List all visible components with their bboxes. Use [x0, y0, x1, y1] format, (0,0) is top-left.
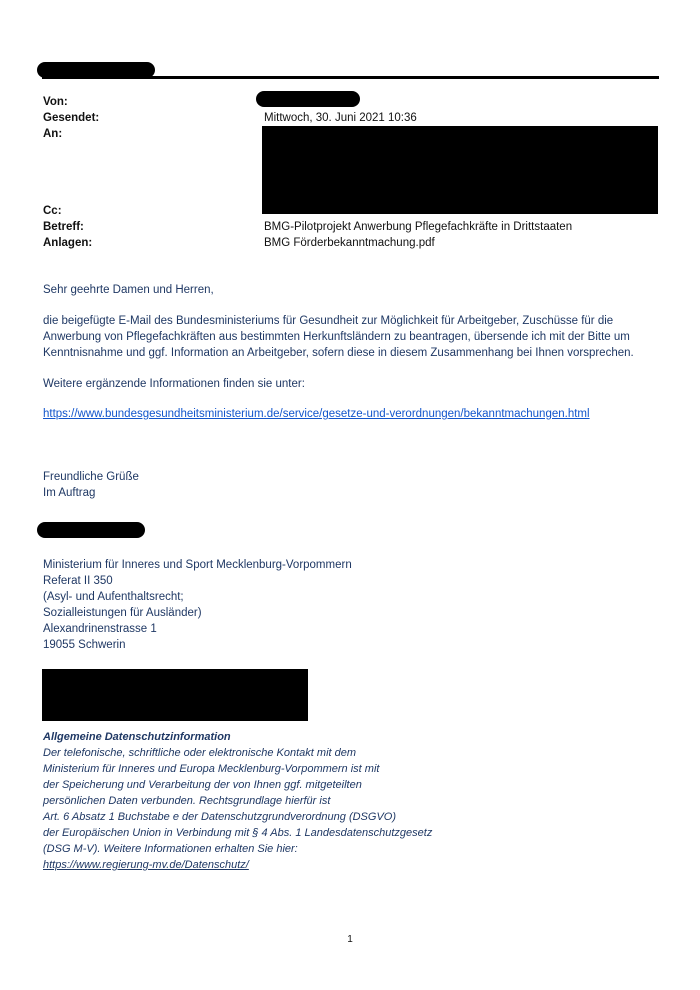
signature-line: (Asyl- und Aufenthaltsrecht; [43, 591, 184, 603]
privacy-line: Ministerium für Inneres und Europa Mecklenburg-Vorpommern ist mit [43, 763, 380, 775]
signature-line: 19055 Schwerin [43, 639, 126, 651]
signature-line: Sozialleistungen für Ausländer) [43, 607, 202, 619]
body-paragraph-line: Kenntnisnahme und ggf. Information an Arbeitgeber, sofern diese in diesem Zusammenhang bei Ihnen vorsprechen. [43, 347, 634, 359]
redacted-signer-name [37, 522, 145, 538]
signature-line: Referat II 350 [43, 575, 113, 587]
attachment-file[interactable]: BMG Förderbekanntmachung.pdf [264, 237, 435, 249]
privacy-line: der Speicherung und Verarbeitung der von Ihnen ggf. mitgeteilten [43, 779, 362, 791]
to-label: An: [43, 128, 63, 140]
signature-line: Ministerium für Inneres und Sport Mecklenburg-Vorpommern [43, 559, 352, 571]
bmg-link[interactable]: https://www.bundesgesundheitsministerium.de/service/gesetze-und-verordnungen/bekanntmachungen.html [43, 408, 590, 420]
greeting: Sehr geehrte Damen und Herren, [43, 284, 214, 296]
more-info-text: Weitere ergänzende Informationen finden sie unter: [43, 378, 305, 390]
redacted-from-value [256, 91, 360, 107]
body-paragraph-line: die beigefügte E-Mail des Bundesministeriums für Gesundheit zur Möglichkeit für Arbeitgeber, Zuschüsse für die [43, 315, 614, 327]
page-number: 1 [347, 934, 353, 945]
privacy-line: Der telefonische, schriftliche oder elektronische Kontakt mit dem [43, 747, 357, 759]
subject-label: Betreff: [43, 221, 84, 233]
privacy-link[interactable]: https://www.regierung-mv.de/Datenschutz/ [43, 859, 249, 871]
from-label: Von: [43, 96, 68, 108]
closing-regards: Freundliche Grüße [43, 471, 139, 483]
privacy-title: Allgemeine Datenschutzinformation [43, 731, 231, 743]
redacted-to-value [262, 126, 658, 214]
cc-label: Cc: [43, 205, 62, 217]
redacted-contact-block [42, 669, 308, 721]
privacy-line: persönlichen Daten verbunden. Rechtsgrundlage hierfür ist [43, 795, 331, 807]
sent-label: Gesendet: [43, 112, 100, 124]
sent-value: Mittwoch, 30. Juni 2021 10:36 [264, 112, 417, 124]
body-paragraph-line: Anwerbung von Pflegefachkräften aus bestimmten Herkunftsländern zu beantragen, übersende ich mit der Bitte um [43, 331, 630, 343]
privacy-line: der Europäischen Union in Verbindung mit § 4 Abs. 1 Landesdatenschutzgesetz [43, 827, 433, 839]
attachments-label: Anlagen: [43, 237, 93, 249]
header-rule [42, 76, 659, 79]
subject-value: BMG-Pilotprojekt Anwerbung Pflegefachkräfte in Drittstaaten [264, 221, 573, 233]
privacy-line: (DSG M-V). Weitere Informationen erhalten Sie hier: [43, 843, 298, 855]
closing-on-behalf: Im Auftrag [43, 487, 96, 499]
signature-line: Alexandrinenstrasse 1 [43, 623, 157, 635]
privacy-line: Art. 6 Absatz 1 Buchstabe e der Datenschutzgrundverordnung (DSGVO) [43, 811, 396, 823]
